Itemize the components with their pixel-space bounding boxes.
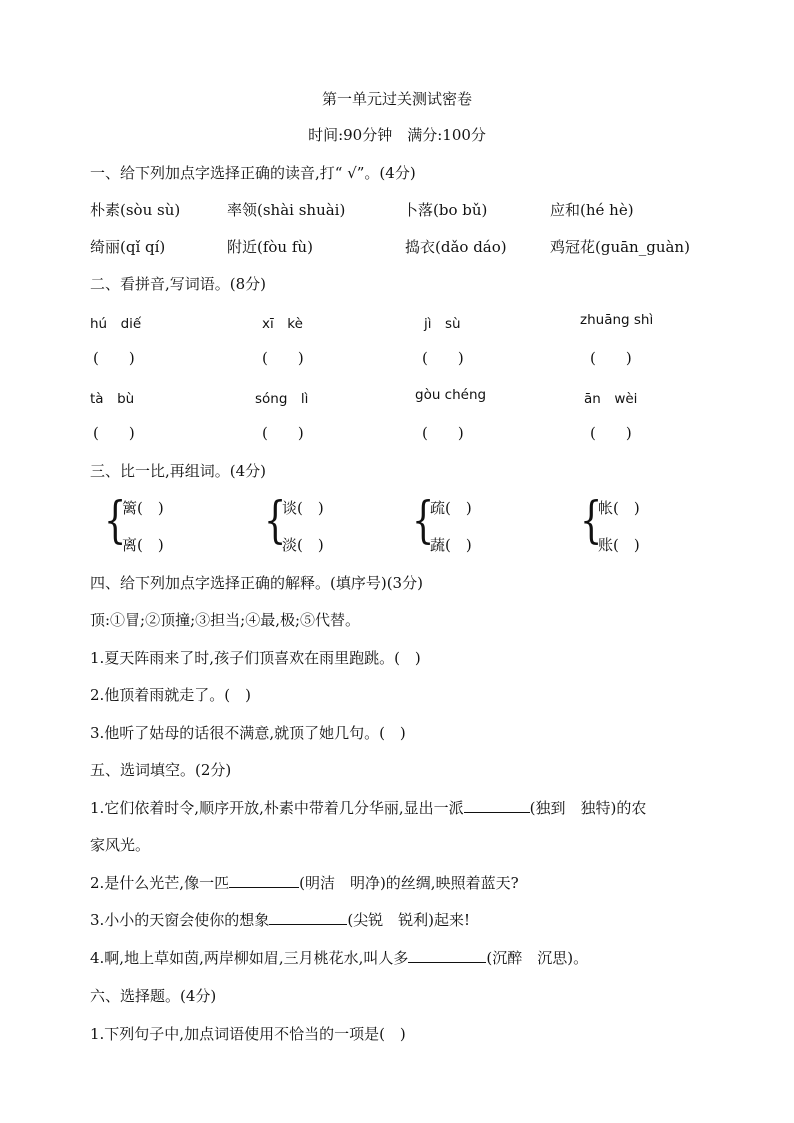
answer-blank[interactable] xyxy=(464,798,530,813)
s1-item: 率领(shài shuài) xyxy=(227,201,346,219)
section-4-heading: 四、给下列加点字选择正确的解释。(填序号)(3分) xyxy=(90,574,423,592)
s1-item: 应和(hé hè) xyxy=(550,201,634,219)
answer-blank[interactable] xyxy=(408,948,486,963)
compare-word: 帐( ) xyxy=(598,499,640,517)
pinyin: gòu chéng xyxy=(415,387,487,403)
answer-paren[interactable]: ( ) xyxy=(93,349,135,367)
pinyin: jì sù xyxy=(424,316,461,332)
section-2-heading: 二、看拼音,写词语。(8分) xyxy=(90,275,267,293)
section-6-heading: 六、选择题。(4分) xyxy=(90,987,217,1005)
brace-glyph: { xyxy=(264,491,287,549)
question: 3.他听了姑母的话很不满意,就顶了她几句。( ) xyxy=(90,724,406,742)
pinyin: ān wèi xyxy=(584,391,638,407)
compare-word: 蔬( ) xyxy=(430,536,472,554)
question: 2.他顶着雨就走了。( ) xyxy=(90,686,252,704)
answer-blank[interactable] xyxy=(229,873,299,888)
compare-word: 疏( ) xyxy=(430,499,472,517)
compare-word: 账( ) xyxy=(598,536,640,554)
compare-word: 谈( ) xyxy=(282,499,324,517)
question: 1.夏天阵雨来了时,孩子们顶喜欢在雨里跑跳。( ) xyxy=(90,649,421,667)
answer-paren[interactable]: ( ) xyxy=(93,424,135,442)
fill-question xyxy=(90,797,646,818)
exam-info: 时间:90分钟 满分:100分 xyxy=(308,126,486,144)
question-options: (沉醉 沉思)。 xyxy=(486,949,589,967)
question-text: 家风光。 xyxy=(90,836,151,854)
answer-paren[interactable]: ( ) xyxy=(422,349,464,367)
section-1-heading: 一、给下列加点字选择正确的读音,打“ √”。(4分) xyxy=(90,164,416,182)
question-text: 2.是什么光芒,像一匹 xyxy=(90,874,230,892)
brace-glyph: { xyxy=(412,491,435,549)
brace-glyph: { xyxy=(580,491,603,549)
answer-paren[interactable]: ( ) xyxy=(590,349,632,367)
compare-word: 淡( ) xyxy=(282,536,324,554)
s1-item: 捣衣(dǎo dáo) xyxy=(405,238,507,256)
fill-question xyxy=(90,872,519,893)
answer-paren[interactable]: ( ) xyxy=(262,349,304,367)
question-options: (明洁 明净)的丝绸,映照着蓝天? xyxy=(299,874,519,892)
question-options: (独到 独特)的农 xyxy=(529,799,647,817)
section-5-heading: 五、选词填空。(2分) xyxy=(90,761,232,779)
brace-glyph: { xyxy=(104,491,127,549)
pinyin: tà bù xyxy=(90,391,135,407)
answer-paren[interactable]: ( ) xyxy=(262,424,304,442)
fill-question xyxy=(90,947,588,968)
question-text: 1.它们依着时令,顺序开放,朴素中带着几分华丽,显出一派 xyxy=(90,799,464,817)
pinyin: sóng lì xyxy=(255,391,309,407)
fill-question xyxy=(90,909,470,930)
question-text: 3.小小的天窗会使你的想象 xyxy=(90,911,270,929)
page-title: 第一单元过关测试密卷 xyxy=(321,90,472,108)
s1-item: 朴素(sòu sù) xyxy=(90,201,181,219)
pinyin: xī kè xyxy=(262,316,303,332)
pinyin: hú diế xyxy=(90,316,142,332)
compare-word: 篱( ) xyxy=(122,499,164,517)
s1-item: 鸡冠花(guān_guàn) xyxy=(550,238,690,256)
definition-options: 顶:①冒;②顶撞;③担当;④最,极;⑤代替。 xyxy=(90,611,361,629)
question-text: 4.啊,地上草如茵,两岸柳如眉,三月桃花水,叫人多 xyxy=(90,949,409,967)
answer-paren[interactable]: ( ) xyxy=(422,424,464,442)
answer-blank[interactable] xyxy=(269,910,347,925)
compare-word: 离( ) xyxy=(122,536,164,554)
question-options: (尖锐 锐利)起来! xyxy=(347,911,471,929)
answer-paren[interactable]: ( ) xyxy=(590,424,632,442)
s1-item: 绮丽(qǐ qí) xyxy=(90,238,166,256)
question: 1.下列句子中,加点词语使用不恰当的一项是( ) xyxy=(90,1025,406,1043)
s1-item: 卜落(bo bǔ) xyxy=(403,201,488,219)
s1-item: 附近(fòu fù) xyxy=(227,238,313,256)
section-3-heading: 三、比一比,再组词。(4分) xyxy=(90,462,267,480)
pinyin: zhuāng shì xyxy=(580,312,654,328)
